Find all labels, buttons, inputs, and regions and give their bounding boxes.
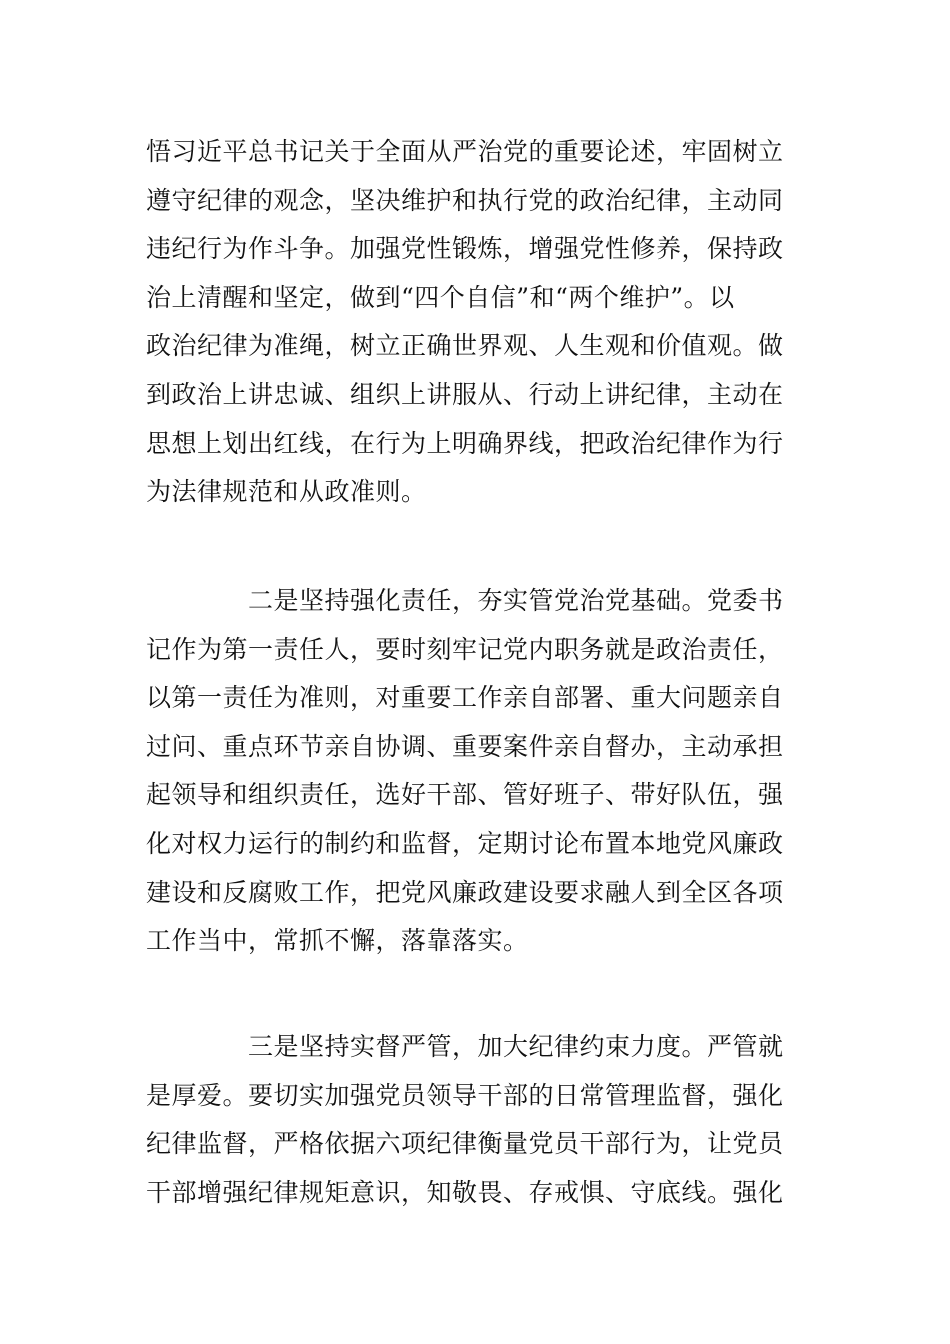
text-line: 二是坚持强化责任，夯实管党治党基础。党委书 [248,586,784,615]
paragraph-responsibility [146,577,816,966]
text-line: 记作为第一责任人，要时刻牢记党内职务就是政治责任， [146,634,784,664]
text-line: 悟习近平总书记关于全面从严治党的重要论述，牢固树立 [146,137,784,166]
text-line: 化对权力运行的制约和监督，定期讨论布置本地党风廉政 [146,828,784,858]
text-line: 是厚爱。要切实加强党员领导干部的日常管理监督，强化 [146,1080,784,1110]
paragraph-supervision [146,1023,816,1217]
text-line: 遵守纪律的观念，坚决维护和执行党的政治纪律，主动同 [146,185,784,215]
text-line: 思想上划出红线，在行为上明确界线，把政治纪律作为行 [146,428,784,458]
paragraph-discipline [146,128,816,517]
text-line: 以第一责任为准则，对重要工作亲自部署、重大问题亲自 [146,683,784,713]
text-line: 纪律监督，严格依据六项纪律衡量党员干部行为，让党员 [146,1129,784,1159]
text-line: 干部增强纪律规矩意识，知敬畏、存戒惧、守底线。强化 [146,1177,784,1207]
text-line: 为法律规范和从政准则。 [146,477,427,507]
text-line: 违纪行为作斗争。加强党性锻炼，增强党性修养，保持政 [146,234,784,264]
text-line: 过问、重点环节亲自协调、重要案件亲自督办，主动承担 [146,731,784,761]
text-line: 政治纪律为准绳，树立正确世界观、人生观和价值观。做 [146,331,784,361]
text-line: 三是坚持实督严管，加大纪律约束力度。严管就 [248,1032,784,1061]
text-line: 起领导和组织责任，选好干部、管好班子、带好队伍，强 [146,780,784,810]
text-line: 到政治上讲忠诚、组织上讲服从、行动上讲纪律，主动在 [146,379,784,409]
text-line: 工作当中，常抓不懈，落靠落实。 [146,926,529,956]
text-line: 治上清醒和坚定，做到“四个自信”和“两个维护”。以 [146,282,735,312]
text-line: 建设和反腐败工作，把党风廉政建设要求融人到全区各项 [146,877,784,907]
